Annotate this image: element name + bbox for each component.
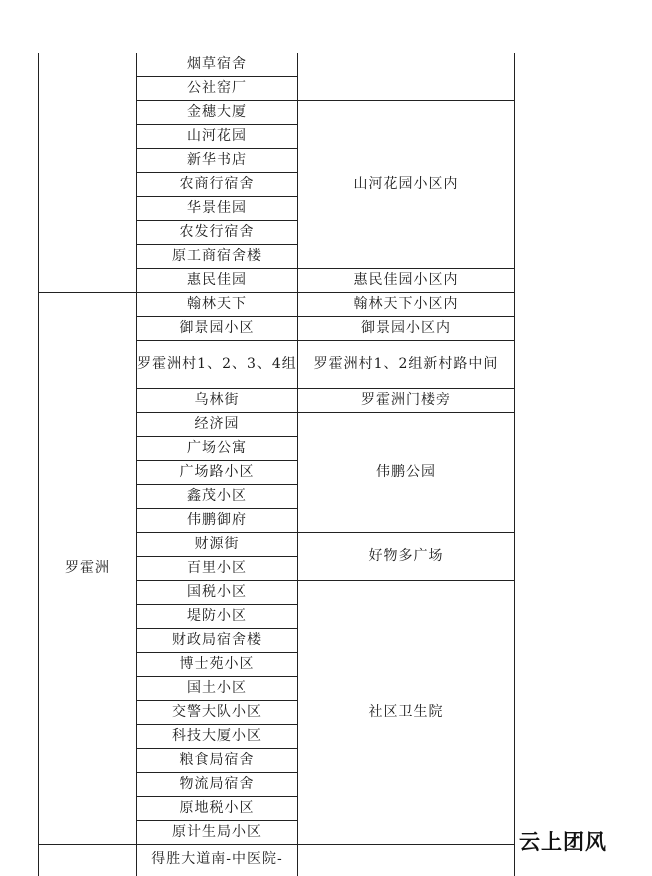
- community-cell: 鑫茂小区: [137, 485, 298, 509]
- community-cell: 财政局宿舍楼: [137, 629, 298, 653]
- community-cell: 广场公寓: [137, 437, 298, 461]
- community-cell: 粮食局宿舍: [137, 749, 298, 773]
- community-cell: 惠民佳园: [137, 269, 298, 293]
- community-cell: 伟鹏御府: [137, 509, 298, 533]
- location-cell: [298, 53, 515, 101]
- location-cell: 伟鹏公园: [298, 413, 515, 533]
- community-cell: 科技大厦小区: [137, 725, 298, 749]
- location-cell: 罗霍洲门楼旁: [298, 389, 515, 413]
- community-cell: 博士苑小区: [137, 653, 298, 677]
- community-cell: 经济园: [137, 413, 298, 437]
- community-cell: 新华书店: [137, 149, 298, 173]
- collection-point-table: [38, 53, 515, 876]
- community-cell: 御景园小区: [137, 317, 298, 341]
- area-cell: [39, 53, 137, 293]
- community-cell: 乌林街: [137, 389, 298, 413]
- location-cell: 好物多广场: [298, 533, 515, 581]
- community-cell: 金穗大厦: [137, 101, 298, 125]
- location-cell: 社区卫生院: [298, 581, 515, 845]
- community-cell: 堤防小区: [137, 605, 298, 629]
- area-cell: [39, 845, 137, 876]
- community-cell: 农商行宿舍: [137, 173, 298, 197]
- community-cell: 翰林天下: [137, 293, 298, 317]
- location-cell: 御景园小区内: [298, 317, 515, 341]
- community-cell: 国税小区: [137, 581, 298, 605]
- community-cell: 山河花园: [137, 125, 298, 149]
- location-cell: 翰林天下小区内: [298, 293, 515, 317]
- community-cell: 财源街: [137, 533, 298, 557]
- location-cell: [298, 845, 515, 876]
- community-cell: 原计生局小区: [137, 821, 298, 845]
- watermark-logo: 云上团风: [519, 830, 607, 854]
- location-cell: 罗霍洲村1、2组新村路中间: [298, 341, 515, 389]
- community-cell: 公社窑厂: [137, 77, 298, 101]
- community-cell: 国土小区: [137, 677, 298, 701]
- community-cell: 原工商宿舍楼: [137, 245, 298, 269]
- community-cell: 广场路小区: [137, 461, 298, 485]
- community-cell: 交警大队小区: [137, 701, 298, 725]
- community-cell: 烟草宿舍: [137, 53, 298, 77]
- location-cell: 山河花园小区内: [298, 101, 515, 269]
- community-cell: 物流局宿舍: [137, 773, 298, 797]
- community-cell: 华景佳园: [137, 197, 298, 221]
- location-cell: 惠民佳园小区内: [298, 269, 515, 293]
- area-cell: 罗霍洲: [39, 293, 137, 845]
- community-cell: 农发行宿舍: [137, 221, 298, 245]
- community-cell: 罗霍洲村1、2、3、4组: [137, 341, 298, 389]
- community-cell: 得胜大道南-中医院-: [137, 845, 298, 876]
- community-cell: 原地税小区: [137, 797, 298, 821]
- community-cell: 百里小区: [137, 557, 298, 581]
